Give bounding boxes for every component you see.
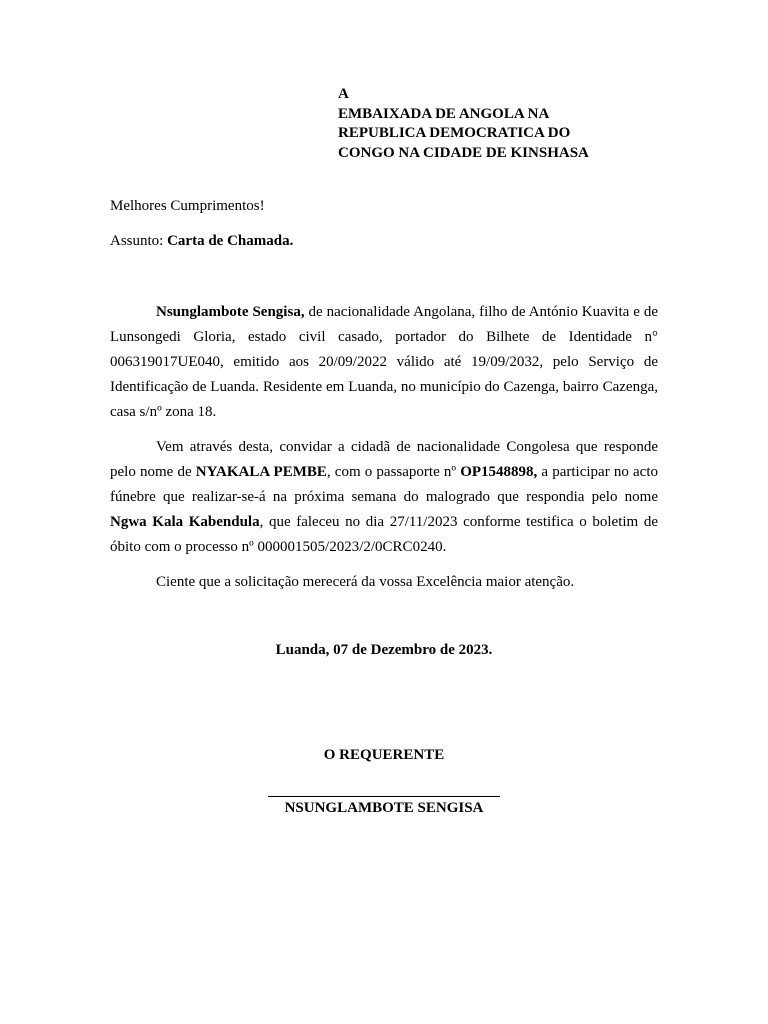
passport-number: OP1548898, bbox=[460, 464, 538, 480]
paragraph-identification bbox=[110, 300, 658, 425]
greeting: Melhores Cumprimentos! bbox=[110, 198, 265, 214]
signature-role: O REQUERENTE bbox=[323, 747, 445, 763]
addressee-line: CONGO NA CIDADE DE KINSHASA bbox=[338, 144, 589, 161]
paragraph-closing: Ciente que a solicitação merecerá da vossa Excelência maior atenção. bbox=[156, 574, 575, 590]
deceased-name: Ngwa Kala Kabendula bbox=[110, 514, 260, 530]
addressee-line: REPUBLICA DEMOCRATICA DO bbox=[338, 125, 571, 141]
identification-text: de nacionalidade Angolana, filho de António Kuavita e de Lunsongedi Gloria, estado civil casado, portador do Bilhete de Identidade n° 006319017UE040, emitido aos 20/09/2022 válido até 19/09/2032, pelo Serviço de Identificação de Luanda. Residente em Luanda, no município do Cazenga, bairro Cazenga, casa s/nº zona 18. bbox=[110, 304, 659, 420]
signature-line bbox=[268, 796, 500, 797]
subject-line bbox=[110, 233, 293, 250]
letter-body bbox=[110, 300, 658, 605]
addressee-block bbox=[338, 85, 589, 163]
paragraph-invitation bbox=[110, 435, 658, 560]
subject-value: Carta de Chamada. bbox=[167, 233, 294, 249]
guest-name: NYAKALA PEMBE bbox=[195, 464, 327, 480]
requester-name: Nsunglambote Sengisa, bbox=[156, 304, 305, 320]
invitation-text-2: , com o passaporte nº bbox=[326, 464, 461, 480]
subject-label: Assunto: bbox=[110, 233, 168, 249]
addressee-line: EMBAIXADA DE ANGOLA NA bbox=[338, 105, 550, 122]
addressee-line: A bbox=[338, 86, 349, 102]
invitation-text-1: Vem através desta, convidar a cidadã de nacionalidade Congolesa que responde pelo nome de bbox=[110, 439, 658, 480]
date-line: Luanda, 07 de Dezembro de 2023. bbox=[275, 642, 493, 658]
invitation-text-4: , que faleceu no dia 27/11/2023 conforme testifica o boletim de óbito com o processo nº 000001505/2023/2/0CRC0240. bbox=[110, 514, 658, 555]
signature-name: NSUNGLAMBOTE SENGISA bbox=[284, 800, 484, 816]
invitation-text-3: a participar no acto fúnebre que realizar-se-á na próxima semana do malogrado que respondia pelo nome bbox=[110, 464, 658, 505]
